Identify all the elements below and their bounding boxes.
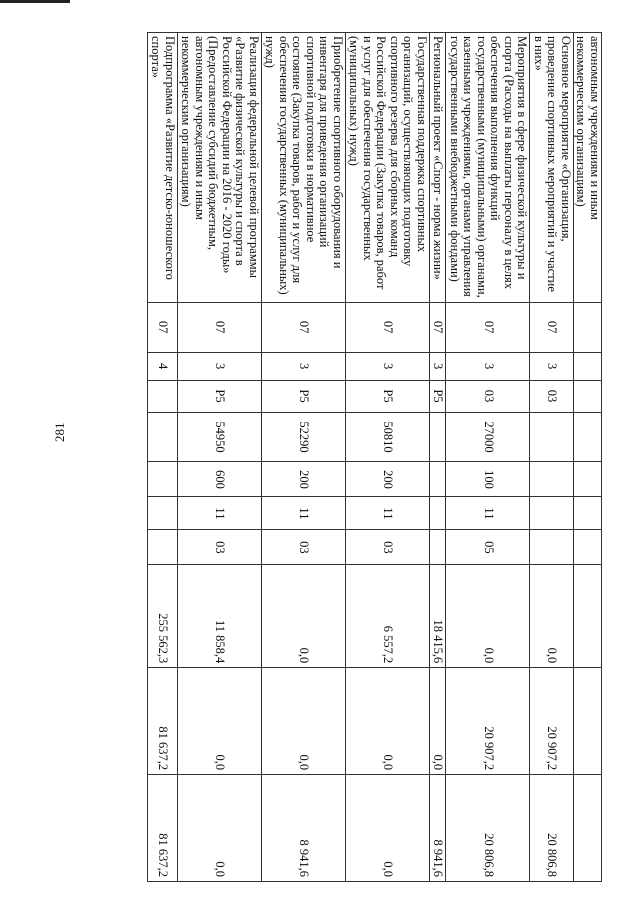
subsection-id: 05 [446,530,530,565]
table-row [530,33,574,882]
amount-3: 8 941,6 [430,775,447,882]
subsection-id [430,530,447,565]
amount-3: 81 637,2 [148,775,178,882]
subprogram-code: 3 [346,352,430,380]
section-id [530,497,574,530]
section-code: 07 [262,302,346,352]
amount-3: 8 941,6 [262,775,346,882]
table-row [346,33,430,882]
expense-type-code [430,462,447,497]
amount-2: 81 637,2 [148,668,178,775]
row-name: автономным учреждениям и иным некоммерческим организациям) [574,33,602,303]
program-code: 03 [446,380,530,412]
section-code: 07 [346,302,430,352]
subprogram-code [574,352,602,380]
amount-1: 255 562,3 [148,565,178,668]
amount-1: 11 858,4 [178,565,262,668]
subsection-id [574,530,602,565]
subprogram-code: 3 [430,352,447,380]
table-row [430,33,447,882]
amount-3: 0,0 [178,775,262,882]
section-id: 11 [346,497,430,530]
direction-code: 52290 [262,412,346,462]
section-id [148,497,178,530]
row-name: Региональный проект «Спорт - норма жизни» [430,33,447,303]
program-code [148,380,178,412]
subsection-id: 03 [262,530,346,565]
program-code: Р5 [178,380,262,412]
direction-code: 27000 [446,412,530,462]
amount-3: 20 806,8 [446,775,530,882]
expense-type-code: 200 [262,462,346,497]
expense-type-code: 600 [178,462,262,497]
subprogram-code: 3 [446,352,530,380]
table-row [262,33,346,882]
section-code: 07 [148,302,178,352]
row-name: Мероприятия в сфере физической культуры и спорта (Расходы на выплаты персоналу в целях обеспечения выполнения функций государственными (муниципальными) органами, казенными учреждениями, органами управления государственными внебюджетными фондами) [446,33,530,303]
expense-type-code: 100 [446,462,530,497]
direction-code [530,412,574,462]
amount-2 [574,668,602,775]
section-code: 07 [530,302,574,352]
direction-code [148,412,178,462]
amount-2: 0,0 [178,668,262,775]
section-id [430,497,447,530]
section-id: 11 [446,497,530,530]
amount-2: 0,0 [430,668,447,775]
direction-code: 50810 [346,412,430,462]
program-code: 03 [530,380,574,412]
amount-2: 20 907,2 [530,668,574,775]
amount-1: 0,0 [262,565,346,668]
section-id [574,497,602,530]
row-name: Подпрограмма «Развитие детско-юношеского спорта» [148,33,178,303]
amount-1: 6 557,2 [346,565,430,668]
amount-1: 0,0 [446,565,530,668]
direction-code: 54950 [178,412,262,462]
section-code: 07 [430,302,447,352]
expense-type-code [148,462,178,497]
section-code: 07 [178,302,262,352]
amount-1: 18 415,6 [430,565,447,668]
section-code [574,302,602,352]
row-name: Основное мероприятие «Организация, проведение спортивных мероприятий и участие в них» [530,33,574,303]
section-id: 11 [178,497,262,530]
amount-3: 20 806,8 [530,775,574,882]
header-rule [0,0,70,3]
amount-3 [574,775,602,882]
program-code: Р5 [262,380,346,412]
subprogram-code: 3 [530,352,574,380]
row-name: Приобретение спортивного оборудования и инвентаря для приведения организаций спортивной подготовки в нормативное состояние (Закупка товаров, работ и услуг для обеспечения государственных (муниципальных) нужд) [262,33,346,303]
subprogram-code: 3 [178,352,262,380]
section-id: 11 [262,497,346,530]
amount-1: 0,0 [530,565,574,668]
amount-2: 20 907,2 [446,668,530,775]
expense-type-code [574,462,602,497]
subsection-id: 03 [346,530,430,565]
subsection-id [530,530,574,565]
program-code: Р5 [430,380,447,412]
subprogram-code: 4 [148,352,178,380]
section-code: 07 [446,302,530,352]
subsection-id [148,530,178,565]
table-row [148,33,178,882]
amount-3: 0,0 [346,775,430,882]
table-row [574,33,602,882]
table-row [178,33,262,882]
amount-1 [574,565,602,668]
row-name: Государственная поддержка спортивных организаций, осуществляющих подготовку спортивного резерва для сборных команд Российской Федерации (Закупка товаров, работ и услуг для обеспечения государственных (муниципальных) нужд) [346,33,430,303]
table-body [148,33,602,882]
amount-2: 0,0 [346,668,430,775]
subsection-id: 03 [178,530,262,565]
table-row [446,33,530,882]
program-code: Р5 [346,380,430,412]
direction-code [574,412,602,462]
program-code [574,380,602,412]
direction-code [430,412,447,462]
page-number: 281 [52,422,67,442]
rotated-table-wrapper [112,32,602,882]
expense-type-code [530,462,574,497]
row-name: Реализация федеральной целевой программы «Развитие физической культуры и спорта в Российской Федерации на 2016 - 2020 годы» (Предоставление субсидий бюджетным, автономным учреждениям и иным некоммерческим организациям) [178,33,262,303]
subprogram-code: 3 [262,352,346,380]
expense-type-code: 200 [346,462,430,497]
budget-table [147,32,602,882]
amount-2: 0,0 [262,668,346,775]
